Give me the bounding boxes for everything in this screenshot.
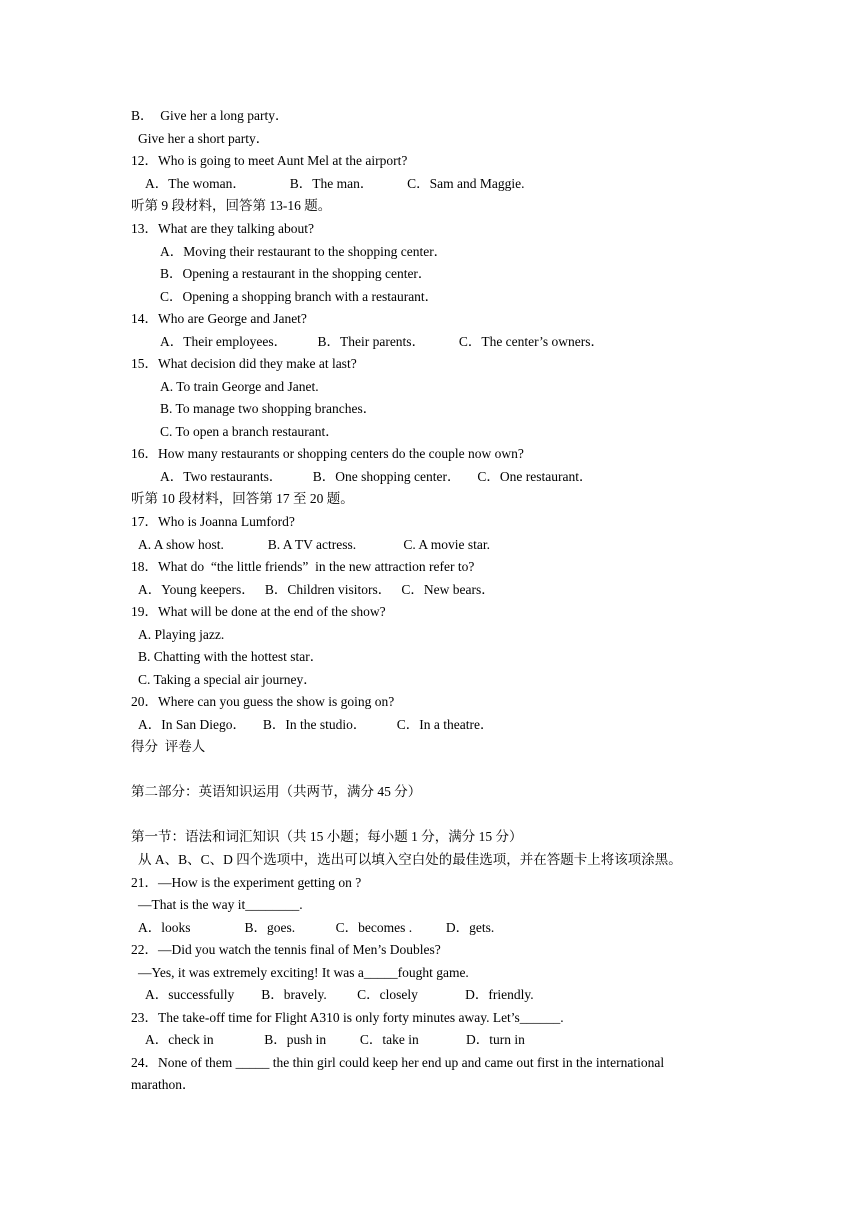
score-reviewer-label: 得分 评卷人 [131,739,206,754]
question-24-continuation: marathon． [131,1077,196,1092]
option-b-long-party: B． Give her a long party． [131,108,289,123]
question-23: 23．The take-off time for Flight A310 is only forty minutes away. Let’s______. [131,1010,564,1025]
question-16: 16．How many restaurants or shopping centers do the couple now own? [131,446,524,461]
section-one-instruction: 从 A、B、C、D 四个选项中，选出可以填入空白处的最佳选项，并在答题卡上将该项涂黑。 [138,852,682,867]
question-15-option-a: A. To train George and Janet. [160,379,319,394]
question-22-options: A．successfully B．bravely. C．closely D．friendly. [145,987,534,1002]
question-17-options: A. A show host. B. A TV actress. C. A movie star. [138,537,491,552]
question-21-options: A．looks B．goes. C．becomes . D．gets. [138,920,495,935]
question-13: 13．What are they talking about? [131,221,314,236]
option-short-party: Give her a short party． [138,131,270,146]
question-13-option-b: B．Opening a restaurant in the shopping center． [160,266,432,281]
question-18-options: A．Young keepers． B．Children visitors． C．New bears． [138,582,495,597]
question-12: 12．Who is going to meet Aunt Mel at the airport? [131,153,408,168]
question-15-option-c: C. To open a branch restaurant． [160,424,339,439]
question-22-response: —Yes, it was extremely exciting! It was a_____fought game. [138,965,469,980]
question-13-option-a: A．Moving their restaurant to the shopping center． [160,244,448,259]
question-19: 19．What will be done at the end of the show? [131,604,386,619]
question-14-options: A．Their employees． B．Their parents． C．The center’s owners． [160,334,605,349]
question-13-option-c: C．Opening a shopping branch with a restaurant． [160,289,439,304]
question-21-response: —That is the way it________. [138,897,303,912]
question-12-options: A．The woman． B．The man． C．Sam and Maggie. [145,176,525,191]
question-19-option-a: A. Playing jazz. [138,627,225,642]
question-14: 14．Who are George and Janet? [131,311,307,326]
question-22: 22．—Did you watch the tennis final of Men’s Doubles? [131,942,441,957]
part-two-heading: 第二部分：英语知识运用（共两节，满分 45 分） [131,784,422,799]
question-15-option-b: B. To manage two shopping branches． [160,401,377,416]
question-23-options: A．check in B．push in C．take in D．turn in [145,1032,525,1047]
question-24: 24．None of them _____ the thin girl could keep her end up and came out first in the international [131,1055,665,1070]
question-15: 15．What decision did they make at last? [131,356,357,371]
question-20: 20．Where can you guess the show is going on? [131,694,395,709]
question-18: 18．What do “the little friends” in the new attraction refer to? [131,559,475,574]
section-instruction-9: 听第 9 段材料，回答第 13-16 题。 [131,198,332,213]
question-21: 21．—How is the experiment getting on ? [131,875,362,890]
section-instruction-10: 听第 10 段材料，回答第 17 至 20 题。 [131,491,354,506]
section-one-heading: 第一节：语法和词汇知识（共 15 小题；每小题 1 分，满分 15 分） [131,829,523,844]
question-19-option-b: B. Chatting with the hottest star． [138,649,324,664]
question-19-option-c: C. Taking a special air journey． [138,672,317,687]
question-17: 17．Who is Joanna Lumford? [131,514,295,529]
question-20-options: A．In San Diego． B．In the studio． C．In a theatre． [138,717,494,732]
question-16-options: A．Two restaurants． B．One shopping center． C．One restaurant． [160,469,593,484]
